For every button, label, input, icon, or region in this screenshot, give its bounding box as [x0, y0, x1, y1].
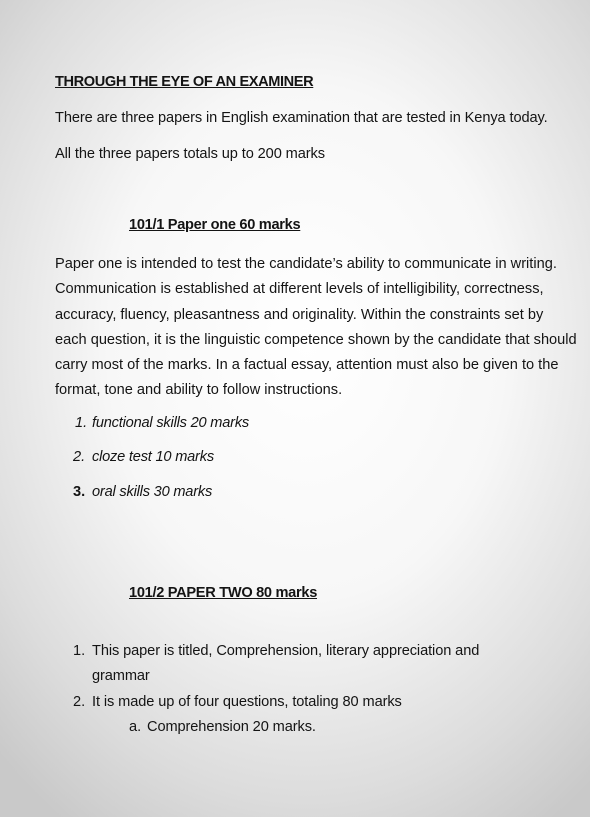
list-item-number: 1.	[73, 643, 86, 659]
list-item-line: This paper is titled, Comprehension, literary appreciation and	[92, 643, 480, 659]
paragraph-line: format, tone and ability to follow instructions.	[55, 382, 343, 399]
sublist-item-number: a.	[129, 719, 142, 735]
list-item-number: 1.	[75, 415, 88, 431]
list-item-number: 2.	[73, 449, 86, 465]
paragraph-line: each question, it is the linguistic competence shown by the candidate that should	[55, 331, 577, 348]
paper1-paragraph	[55, 252, 580, 404]
paragraph-line: accuracy, fluency, pleasantness and originality. Within the constraints set by	[55, 306, 544, 323]
paper1-heading: 101/1 Paper one 60 marks	[129, 217, 301, 233]
paragraph-line: carry most of the marks. In a factual essay, attention must also be given to the	[55, 357, 559, 374]
list-item-line: It is made up of four questions, totaling 80 marks	[92, 694, 402, 710]
intro-line-2: All the three papers totals up to 200 marks	[55, 146, 325, 162]
paper2-heading: 101/2 PAPER TWO 80 marks	[129, 585, 318, 601]
list-item: functional skills 20 marks	[92, 415, 250, 431]
paragraph-line: Paper one is intended to test the candidate’s ability to communicate in writing.	[55, 256, 557, 272]
list-item-number: 2.	[73, 694, 86, 710]
sublist-item: Comprehension 20 marks.	[147, 719, 316, 735]
intro-line-1: There are three papers in English examination that are tested in Kenya today.	[55, 110, 548, 126]
list-item: cloze test 10 marks	[92, 449, 214, 465]
paragraph-line: Communication is established at different levels of intelligibility, correctness,	[55, 281, 544, 298]
list-item-line: grammar	[92, 668, 150, 684]
list-item: oral skills 30 marks	[92, 484, 213, 500]
document-title: THROUGH THE EYE OF AN EXAMINER	[55, 74, 314, 90]
list-item-number: 3.	[73, 484, 86, 500]
